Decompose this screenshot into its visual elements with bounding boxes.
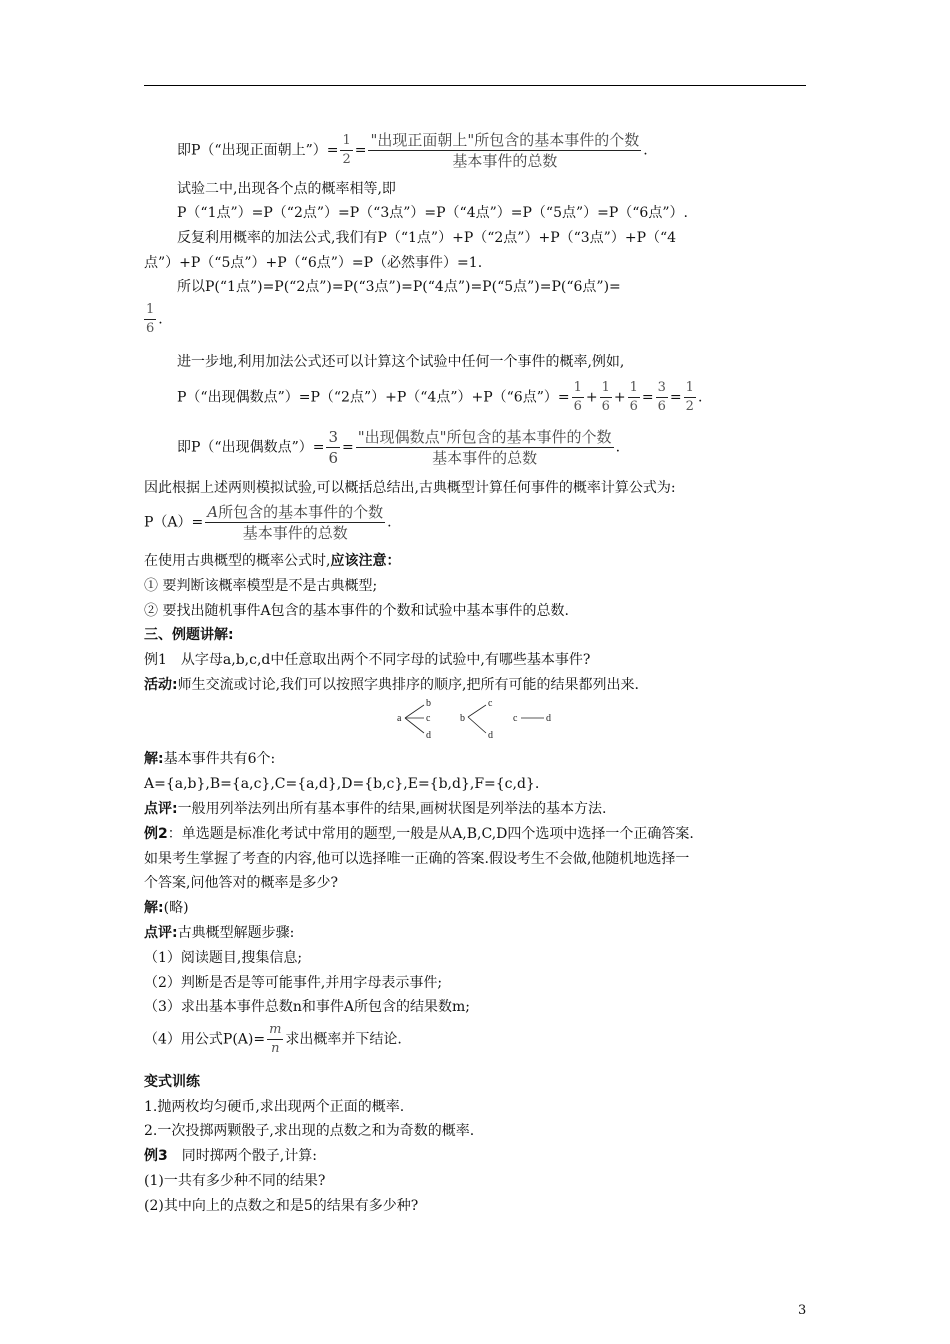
equation-even xyxy=(177,380,702,415)
fraction: $\frac{1}{6}$ xyxy=(573,380,582,414)
formula-heads xyxy=(177,131,648,170)
period: . xyxy=(158,311,163,328)
tree-branch xyxy=(468,705,486,717)
set-listing: A={a,b},B={a,c},C={a,d},D={b,c},E={b,d},F={c,d}. xyxy=(144,776,540,792)
equals: = xyxy=(354,142,367,159)
tree-branch xyxy=(468,717,486,733)
fraction-heads-formula: $\frac{\text{"出现正面朝上"所包含的基本事件的个数}}{\text{基本事件的总数}}$ xyxy=(370,131,640,170)
plus: + xyxy=(613,389,626,406)
list-item: ① 要判断该概率模型是不是古典概型; xyxy=(144,578,378,594)
period: . xyxy=(387,514,392,531)
paragraph: 个答案,问他答对的概率是多少? xyxy=(144,875,338,891)
paragraph: 试验二中,出现各个点的概率相等,即 xyxy=(177,181,396,197)
text: P（“出现偶数点”）=P（“2点”）+P（“4点”）+P（“6点”）= xyxy=(177,389,570,406)
tree-branch xyxy=(405,705,424,718)
period: . xyxy=(615,439,621,456)
equals: = xyxy=(641,389,654,406)
list-item: （2）判断是否是等可能事件,并用字母表示事件; xyxy=(144,975,443,991)
equation-line: P（“1点”）=P（“2点”）=P（“3点”）=P（“4点”）=P（“5点”）=P（“6点”）. xyxy=(177,205,688,221)
paragraph: 反复利用概率的加法公式,我们有P（“1点”）+P（“2点”）+P（“3点”）+P（“4 xyxy=(177,230,677,246)
paragraph: 进一步地,利用加法公式还可以计算这个试验中任何一个事件的概率,例如, xyxy=(177,354,625,370)
list-item: (1)一共有多少种不同的结果? xyxy=(144,1173,326,1189)
paragraph: 点评:古典概型解题步骤: xyxy=(144,925,295,941)
tree-node-d: d xyxy=(426,730,431,741)
period: . xyxy=(697,389,703,406)
formula-even xyxy=(177,428,620,467)
exercise: 1.抛两枚均匀硬币,求出现两个正面的概率. xyxy=(144,1099,405,1115)
tree-branch xyxy=(405,718,424,733)
fraction: $\frac{1}{6}$ xyxy=(629,380,638,414)
fraction-even-formula: $\frac{\text{"出现偶数点"所包含的基本事件的个数}}{\text{基本事件的总数}}$ xyxy=(357,428,612,467)
exercise: 2.一次投掷两颗骰子,求出现的点数之和为奇数的概率. xyxy=(144,1123,475,1139)
text: 即P（“出现偶数点”）= xyxy=(177,439,325,456)
tree-node-d: d xyxy=(488,730,493,741)
example-3: 例3 同时掷两个骰子,计算: xyxy=(144,1148,317,1164)
header-rule xyxy=(144,85,806,86)
formula-general xyxy=(144,503,392,542)
paragraph: 解:(略) xyxy=(144,900,189,916)
paragraph: 因此根据上述两则模拟试验,可以概括总结出,古典概型计算任何事件的概率计算公式为: xyxy=(144,480,676,496)
tree-node-b: b xyxy=(426,698,431,709)
fraction-half: $\frac{1}{2}$ xyxy=(342,133,351,167)
paragraph: 所以P(“1点”)=P(“2点”)=P(“3点”)=P(“4点”)=P(“5点”)=P(“6点”)= xyxy=(177,279,621,295)
paragraph: 解:基本事件共有6个: xyxy=(144,751,276,767)
tree-node-d: d xyxy=(546,713,551,724)
section-heading: 变式训练 xyxy=(144,1074,200,1090)
fraction-sixth: $\frac{1}{6}$ xyxy=(146,302,155,336)
page-number: 3 xyxy=(798,1303,807,1318)
list-item: （1）阅读题目,搜集信息; xyxy=(144,950,303,966)
tree-diagram xyxy=(395,697,565,741)
equals: = xyxy=(342,439,354,456)
paragraph: 如果考生掌握了考查的内容,他可以选择唯一正确的答案.假设考生不会做,他随机地选择一 xyxy=(144,851,690,867)
fraction: $\frac{1}{6}$ xyxy=(601,380,610,414)
list-item: (2)其中向上的点数之和是5的结果有多少种? xyxy=(144,1198,419,1214)
tree-node-c: c xyxy=(488,698,493,709)
list-item: （3）求出基本事件总数n和事件A所包含的结果数m; xyxy=(144,999,471,1015)
fraction-line xyxy=(142,302,163,337)
paragraph: 点评:一般用列举法列出所有基本事件的结果,画树状图是列举法的基本方法. xyxy=(144,801,607,817)
example-2: 例2：单选题是标准化考试中常用的题型,一般是从A,B,C,D四个选项中选择一个正确答案. xyxy=(144,826,694,842)
tree-node-b: b xyxy=(460,713,465,724)
paragraph: 点”）+P（“5点”）+P（“6点”）=P（必然事件）=1. xyxy=(144,255,483,271)
section-heading: 三、例题讲解: xyxy=(144,627,234,643)
paragraph: 活动:师生交流或讨论,我们可以按照字典排序的顺序,把所有可能的结果都列出来. xyxy=(144,677,639,693)
text: 即P（“出现正面朝上”）= xyxy=(177,142,339,159)
list-item: ② 要找出随机事件A包含的基本事件的个数和试验中基本事件的总数. xyxy=(144,603,570,619)
fraction: $\frac{3}{6}$ xyxy=(657,380,666,414)
fraction: $\frac{1}{2}$ xyxy=(685,380,694,414)
tree-node-c: c xyxy=(513,713,518,724)
tree-node-c: c xyxy=(426,713,431,724)
paragraph: 在使用古典概型的概率公式时,应该注意： xyxy=(144,553,401,569)
tree-node-a: a xyxy=(397,713,402,724)
fraction: $\frac{3}{6}$ xyxy=(328,428,339,467)
plus: + xyxy=(585,389,598,406)
fraction-m-n: $\frac{m}{n}$ xyxy=(269,1022,282,1056)
list-item: （4）用公式P(A)= $\frac{m}{n}$ 求出概率并下结论. xyxy=(144,1022,402,1056)
fraction-general: $\frac{\text{A所包含的基本事件的个数}}{\text{基本事件的总数}}$ xyxy=(207,503,384,542)
text: P（A）= xyxy=(144,514,204,531)
example-1: 例1 从字母a,b,c,d中任意取出两个不同字母的试验中,有哪些基本事件? xyxy=(144,652,591,668)
equals: = xyxy=(669,389,682,406)
period: . xyxy=(643,142,648,159)
